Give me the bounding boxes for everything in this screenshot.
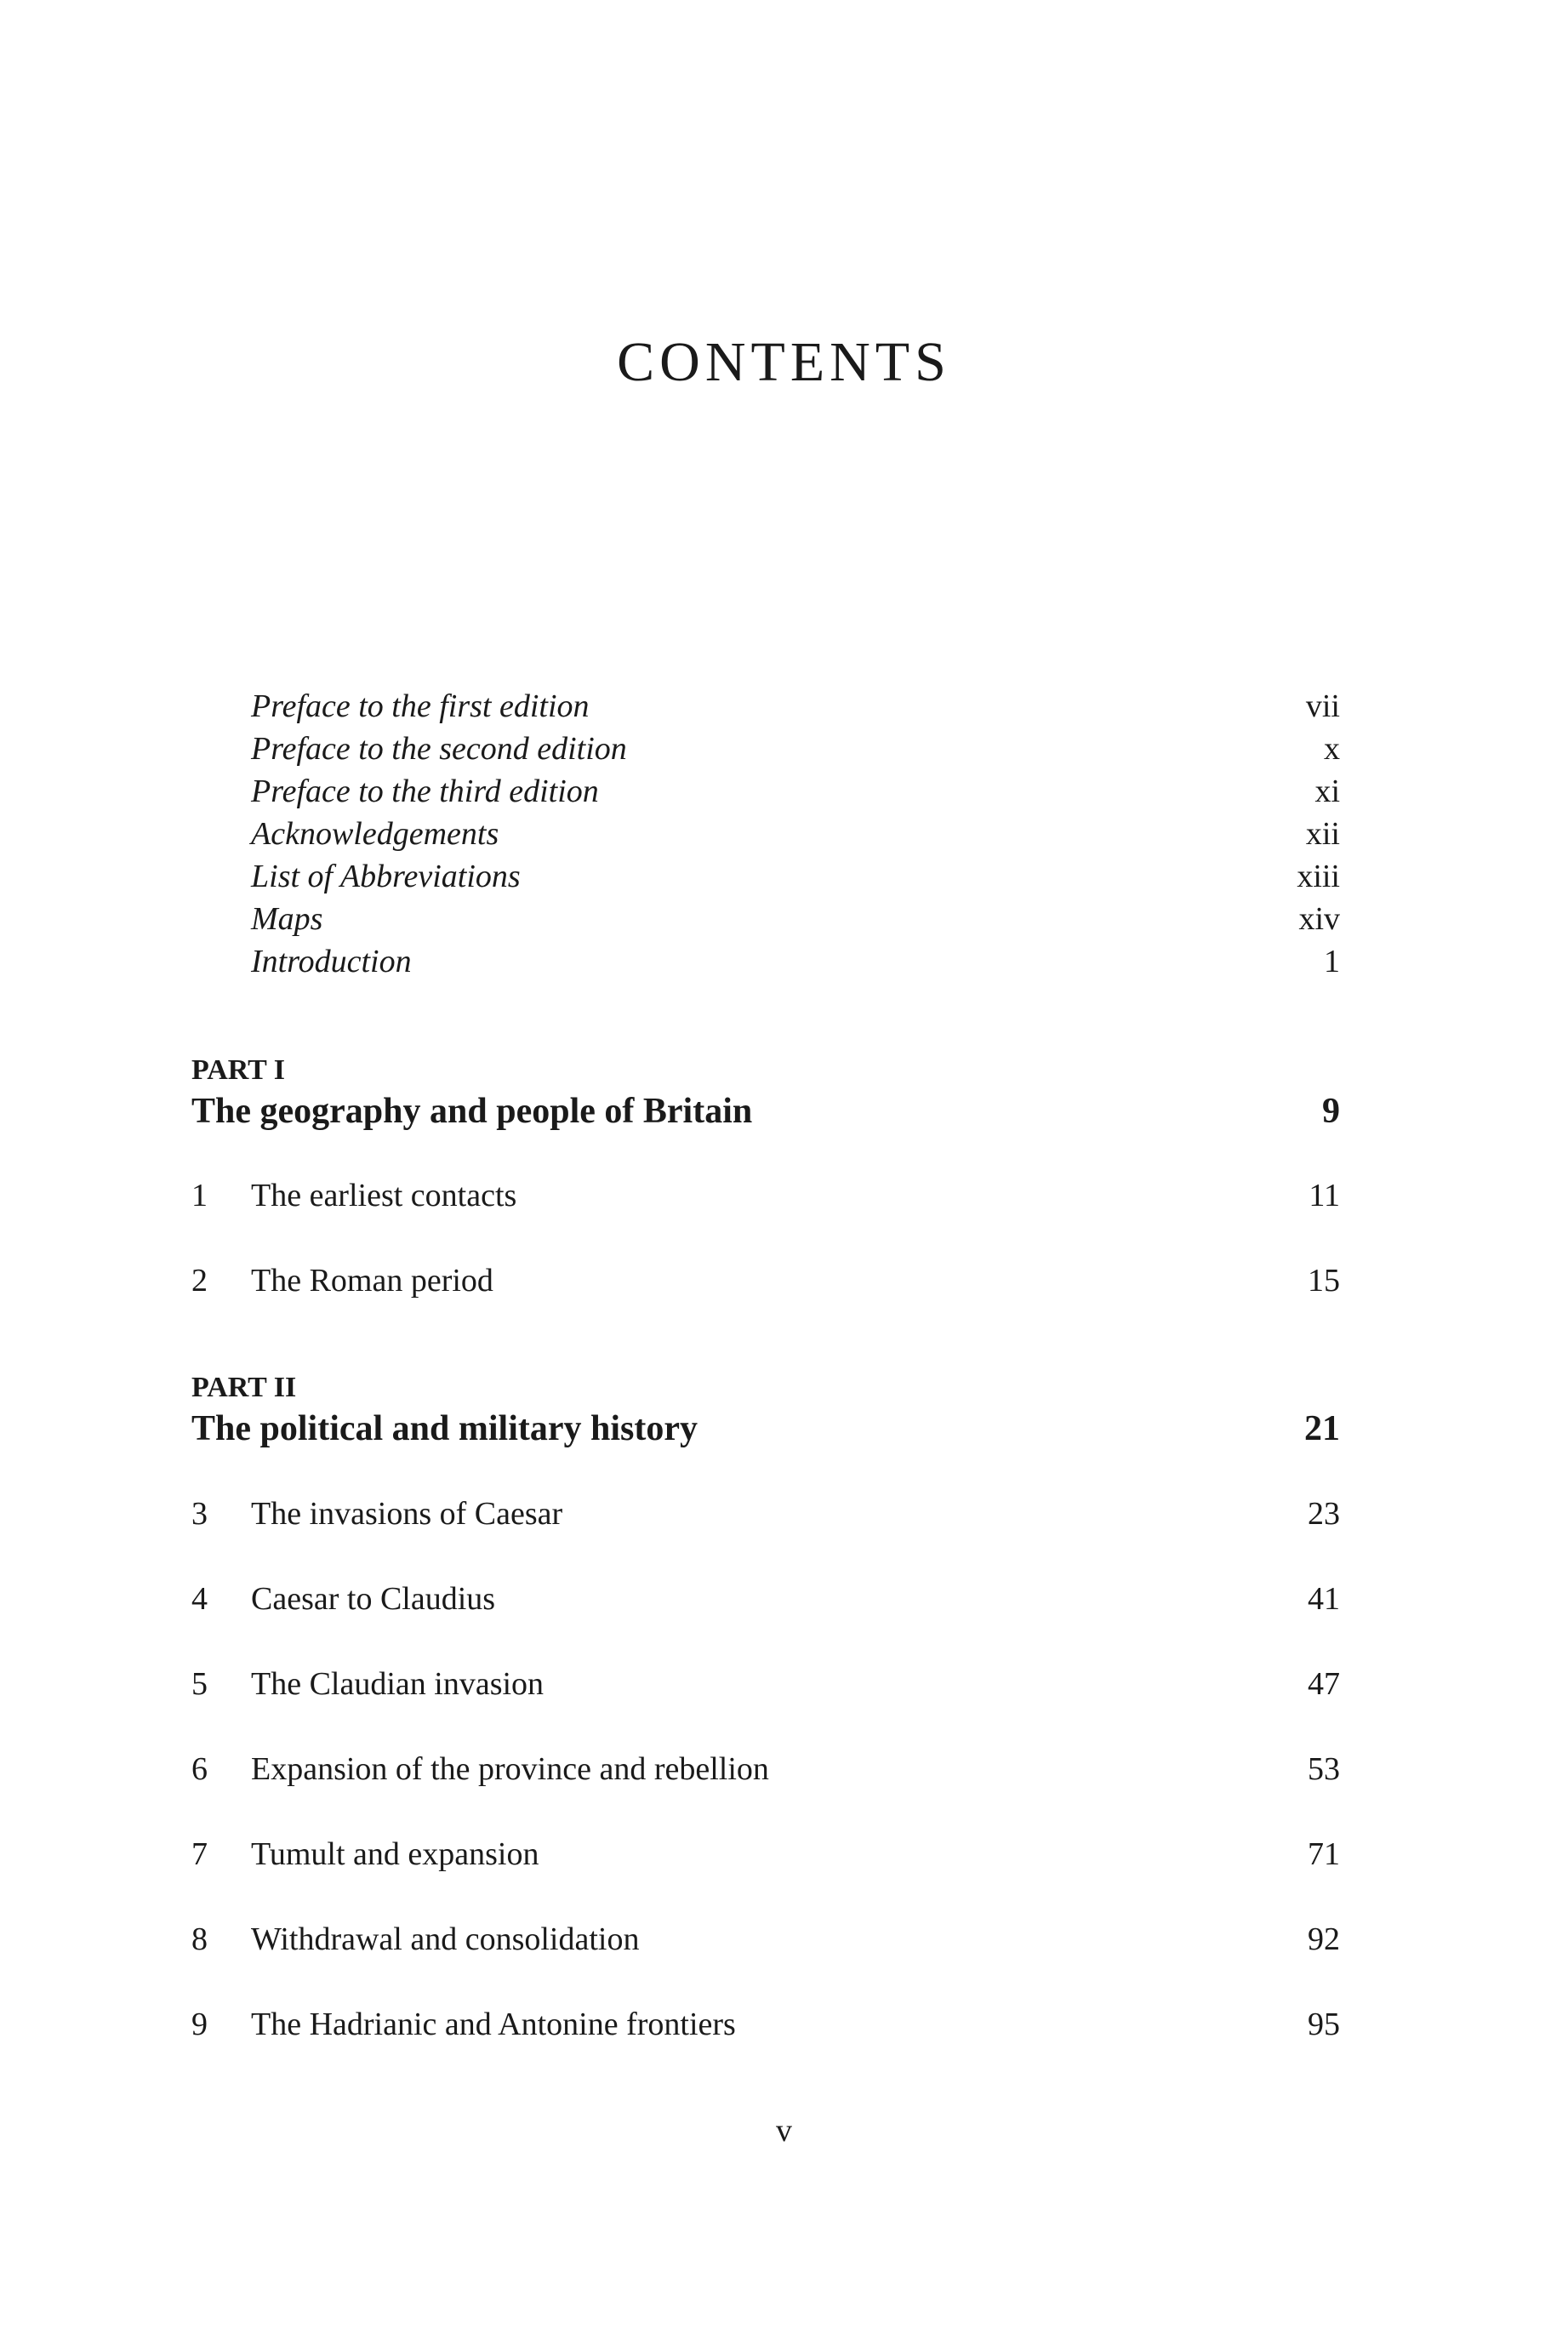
chapter-number: 4 (191, 1581, 208, 1617)
toc-entry-page: x (1324, 731, 1340, 767)
chapter-title: Tumult and expansion (251, 1836, 539, 1872)
chapter-title: The earliest contacts (251, 1178, 517, 1213)
chapter-number: 5 (191, 1666, 208, 1702)
chapter-number: 7 (191, 1836, 208, 1872)
chapter-page: 95 (1308, 2007, 1340, 2042)
chapter-number: 9 (191, 2007, 208, 2042)
chapter-page: 71 (1308, 1836, 1340, 1872)
chapter-number: 1 (191, 1178, 208, 1213)
toc-entry-preface-third-edition[interactable] (251, 770, 1340, 813)
chapter-entry-9[interactable] (191, 2003, 1340, 2046)
part-heading[interactable] (191, 1405, 1340, 1453)
toc-entry-label: Preface to the second edition (251, 731, 627, 767)
chapter-page: 15 (1308, 1263, 1340, 1299)
chapter-title: The Roman period (251, 1263, 493, 1299)
toc-entry-page: xii (1305, 816, 1340, 852)
toc-entry-page: xiii (1297, 859, 1340, 894)
front-matter-list (251, 685, 1340, 983)
toc-entry-label: Acknowledgements (251, 816, 499, 852)
toc-entry-label: Introduction (251, 944, 412, 979)
toc-entry-label: List of Abbreviations (251, 859, 521, 894)
part-heading-title: The geography and people of Britain (191, 1092, 753, 1131)
chapter-page: 41 (1308, 1581, 1340, 1617)
part-heading[interactable] (191, 1088, 1340, 1135)
toc-entry-introduction[interactable] (251, 940, 1340, 983)
toc-entry-label: Maps (251, 901, 323, 937)
chapter-entry-3[interactable] (191, 1493, 1340, 1535)
chapter-number: 6 (191, 1751, 208, 1787)
toc-entry-page: xiv (1298, 901, 1340, 937)
toc-entry-maps[interactable] (251, 898, 1340, 940)
chapter-title: The Hadrianic and Antonine frontiers (251, 2007, 736, 2042)
chapter-entry-7[interactable] (191, 1833, 1340, 1875)
toc-entry-acknowledgements[interactable] (251, 813, 1340, 855)
toc-entry-list-of-abbreviations[interactable] (251, 855, 1340, 898)
chapter-number: 2 (191, 1263, 208, 1299)
chapter-entry-4[interactable] (191, 1578, 1340, 1620)
chapter-entry-5[interactable] (191, 1663, 1340, 1705)
part-label: PART I (191, 1054, 285, 1086)
part-heading-title: The political and military history (191, 1409, 698, 1448)
part-label: PART II (191, 1372, 297, 1403)
part-2-header (191, 1371, 1340, 1453)
part-1-header (191, 1053, 1340, 1135)
toc-entry-page: 1 (1324, 944, 1340, 979)
chapter-entry-1[interactable] (191, 1174, 1340, 1217)
chapter-title: The invasions of Caesar (251, 1496, 563, 1532)
chapter-title: Caesar to Claudius (251, 1581, 496, 1617)
chapter-page: 23 (1308, 1496, 1340, 1532)
chapter-entry-6[interactable] (191, 1748, 1340, 1790)
toc-entry-preface-second-edition[interactable] (251, 728, 1340, 770)
chapter-page: 47 (1308, 1666, 1340, 1702)
page-number: v (776, 2113, 792, 2149)
toc-entry-page: xi (1314, 774, 1340, 809)
chapter-entry-8[interactable] (191, 1918, 1340, 1961)
toc-entry-label: Preface to the first edition (251, 688, 590, 724)
chapter-title: Withdrawal and consolidation (251, 1921, 640, 1957)
page-title: CONTENTS (617, 331, 951, 393)
part-heading-page: 9 (1322, 1092, 1340, 1131)
chapter-number: 3 (191, 1496, 208, 1532)
chapter-page: 92 (1308, 1921, 1340, 1957)
chapter-page: 53 (1308, 1751, 1340, 1787)
chapter-title: Expansion of the province and rebellion (251, 1751, 769, 1787)
chapter-entry-2[interactable] (191, 1259, 1340, 1302)
toc-entry-preface-first-edition[interactable] (251, 685, 1340, 728)
chapter-page: 11 (1309, 1178, 1340, 1213)
part-heading-page: 21 (1304, 1409, 1340, 1448)
chapter-title: The Claudian invasion (251, 1666, 545, 1702)
toc-entry-label: Preface to the third edition (251, 774, 599, 809)
chapter-number: 8 (191, 1921, 208, 1957)
toc-entry-page: vii (1305, 688, 1340, 724)
